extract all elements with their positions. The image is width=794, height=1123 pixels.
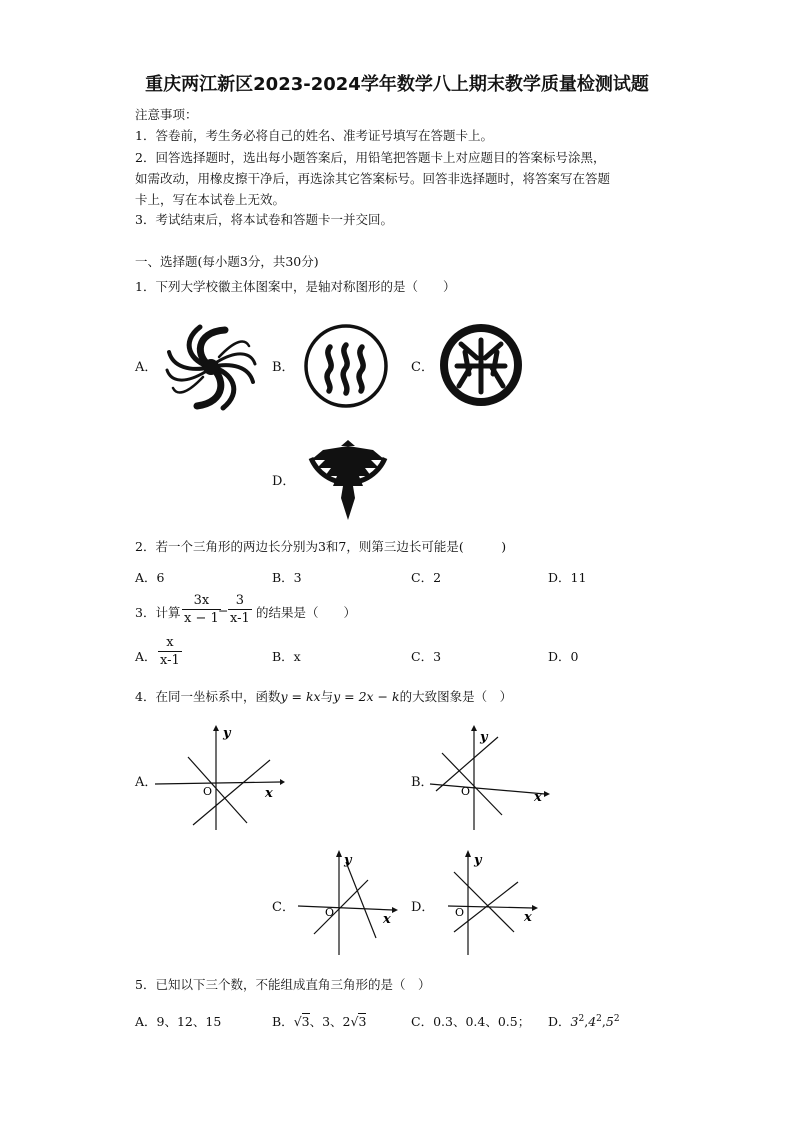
- q3-fraction-1-denominator: x − 1: [184, 611, 219, 626]
- q3-suffix: 的结果是（ ）: [256, 605, 357, 620]
- q4-option-d-label: D．: [411, 900, 435, 915]
- q5-option-d-base-1: 3: [570, 1014, 579, 1029]
- q3-fraction-1-numerator: 3x: [193, 593, 210, 608]
- swirl-emblem-icon: [165, 322, 257, 412]
- q2-option-b: B．3: [272, 570, 302, 585]
- q4-graph-b: [430, 725, 550, 835]
- axis-y-label: y: [344, 853, 352, 868]
- q4-function-2: y = 2x − k: [333, 689, 400, 704]
- q2-option-d: D．11: [548, 570, 587, 585]
- axis-y-label: y: [474, 853, 482, 868]
- q3-option-a-fraction: [158, 635, 182, 668]
- q4-graph-d: [448, 850, 538, 958]
- q4-stem: [135, 687, 512, 705]
- q3-option-d: D．0: [548, 649, 579, 664]
- q5-option-b: [272, 1012, 366, 1030]
- notice-item-3: 3．考试结束后，将本试卷和答题卡一并交回。: [135, 212, 393, 227]
- q3-fraction-2: [228, 593, 252, 626]
- separator: ,: [601, 1014, 606, 1029]
- notice-item-2: 2．回答选择题时，选出每小题答案后，用铅笔把答题卡上对应题目的答案标号涂黑，: [135, 150, 606, 165]
- axis-y-label: y: [480, 730, 488, 745]
- q5-option-d-exp-1: 2: [578, 1013, 585, 1024]
- separator: ,: [584, 1014, 589, 1029]
- q4-option-b-label: B．: [411, 775, 434, 790]
- q4-function-1: y = kx: [280, 689, 321, 704]
- sqrt-icon: √: [293, 1014, 302, 1029]
- q2-stem: 2．若一个三角形的两边长分别为3和7，则第三边长可能是( ): [135, 539, 507, 554]
- q5-option-b-radicand-2: 3: [358, 1014, 367, 1029]
- q5-option-d: [548, 1012, 620, 1030]
- axis-y-label: y: [223, 726, 231, 741]
- q3-prefix: 3．计算: [135, 605, 181, 620]
- q4-option-c-label: C．: [272, 900, 295, 915]
- axis-x-label: x: [383, 912, 391, 927]
- q5-option-d-label: D．: [548, 1014, 571, 1029]
- q5-option-b-label: B．: [272, 1014, 294, 1029]
- q3-option-a-numerator: x: [166, 635, 174, 650]
- q5-option-c: C．0.3、0.4、0.5；: [411, 1014, 531, 1029]
- notice-item-2-end: 卡上，写在本试卷上无效。: [135, 192, 286, 207]
- q4-graph-a: [155, 725, 285, 835]
- q2-option-a: A．6: [135, 570, 165, 585]
- q5-option-a: A．9、12、15: [135, 1014, 222, 1029]
- three-waves-emblem-icon: [303, 323, 389, 409]
- axis-x-label: x: [265, 786, 273, 801]
- q3-option-b: B．x: [272, 649, 301, 664]
- q2-option-c: C．2: [411, 570, 442, 585]
- q4-graph-c: [298, 850, 398, 958]
- axis-x-label: x: [524, 910, 532, 925]
- q3-option-c: C．3: [411, 649, 442, 664]
- character-emblem-icon: [439, 322, 523, 408]
- q3-option-a-denominator: x-1: [160, 653, 180, 668]
- q5-option-b-mid: 、3、2: [309, 1014, 351, 1029]
- q1-stem: 1．下列大学校徽主体图案中，是轴对称图形的是（ ）: [135, 279, 456, 294]
- q3-fraction-2-numerator: 3: [235, 593, 245, 608]
- q1-option-a-label: A．: [135, 360, 158, 375]
- sqrt-icon: √: [350, 1014, 359, 1029]
- q1-option-b-label: B．: [272, 360, 295, 375]
- q3-fraction-2-denominator: x-1: [230, 611, 250, 626]
- q4-option-a-label: A．: [135, 775, 158, 790]
- q5-option-d-base-3: 5: [605, 1014, 614, 1029]
- q5-option-d-exp-2: 2: [596, 1013, 602, 1024]
- q3-fraction-1: [182, 593, 221, 626]
- q3-minus: −: [218, 603, 229, 618]
- page-title: 重庆两江新区2023-2024学年数学八上期末教学质量检测试题: [145, 74, 649, 95]
- q5-stem: 5．已知以下三个数，不能组成直角三角形的是（ ）: [135, 977, 431, 992]
- notice-item-2-cont: 如需改动，用橡皮擦干净后，再选涂其它答案标号。回答非选择题时，将答案写在答题: [135, 171, 611, 186]
- q1-option-d-label: D．: [272, 474, 296, 489]
- q5-option-d-base-2: 4: [588, 1014, 597, 1029]
- origin-label: O: [461, 785, 471, 798]
- section-heading: 一、选择题(每小题3分，共30分): [135, 254, 319, 269]
- eagle-emblem-icon: [303, 438, 393, 522]
- origin-label: O: [455, 906, 465, 919]
- q3-option-a-label: A．: [135, 649, 157, 664]
- q5-option-d-exp-3: 2: [613, 1013, 620, 1024]
- q5-option-b-radicand-1: 3: [301, 1014, 310, 1029]
- origin-label: O: [203, 785, 213, 798]
- origin-label: O: [325, 906, 335, 919]
- notice-heading: 注意事项：: [135, 107, 198, 122]
- q4-suffix: 的大致图象是（ ）: [399, 689, 513, 704]
- axis-x-label: x: [534, 790, 542, 805]
- notice-item-1: 1．答卷前，考生务必将自己的姓名、准考证号填写在答题卡上。: [135, 128, 493, 143]
- q1-option-c-label: C．: [411, 360, 434, 375]
- q4-mid: 与: [320, 689, 334, 704]
- q4-prefix: 4．在同一坐标系中，函数: [135, 689, 281, 704]
